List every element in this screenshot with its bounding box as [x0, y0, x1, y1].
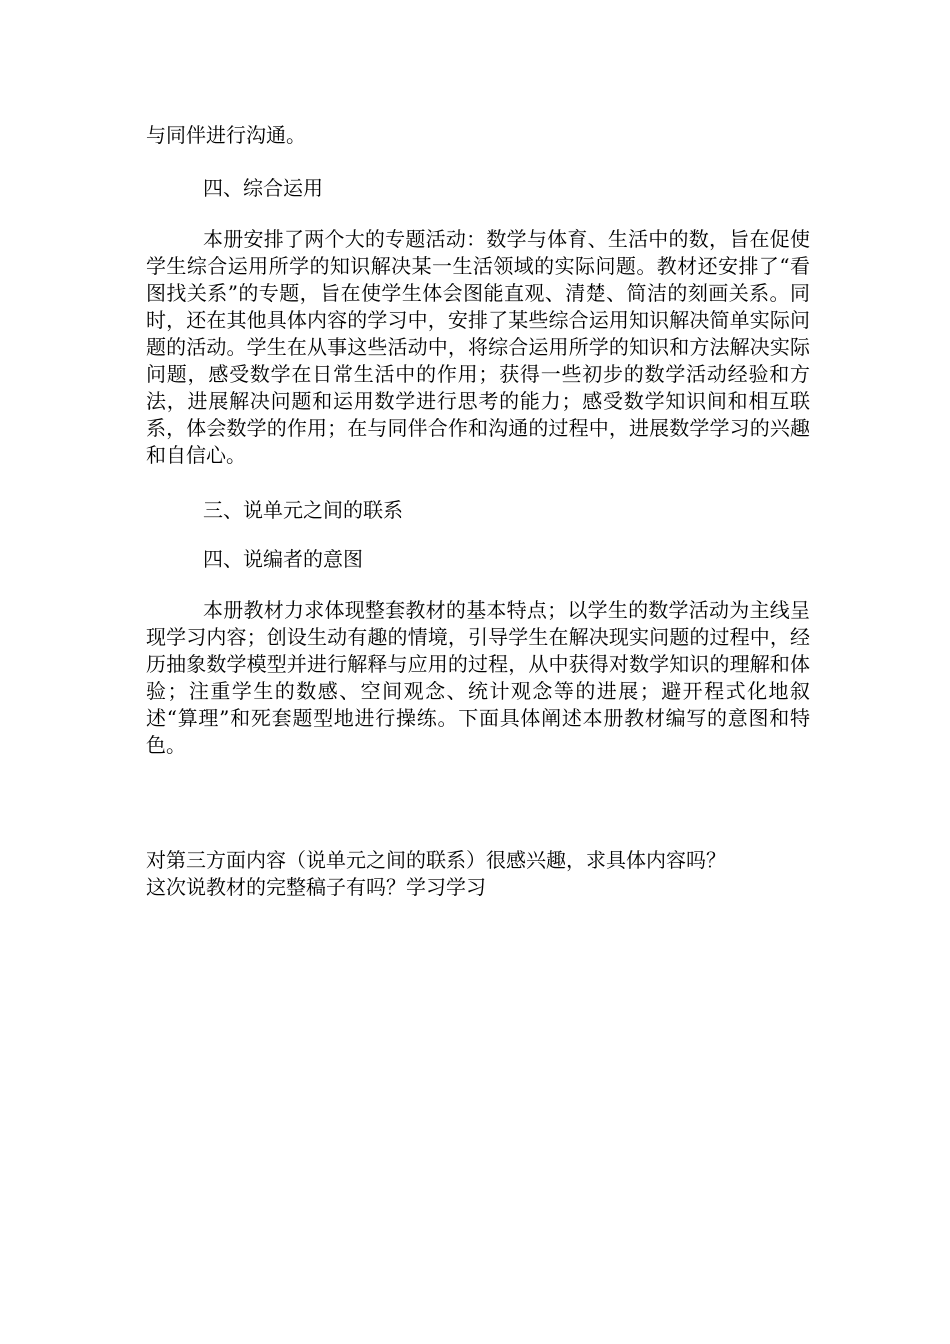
continuation-paragraph: 与同伴进行沟通。	[146, 123, 306, 147]
reader-comment	[146, 847, 810, 901]
section-heading-comprehensive-use: 四、综合运用	[203, 176, 323, 200]
editor-intent-paragraph: 本册教材力求体现整套教材的基本特点；以学生的数学活动为主线呈现学习内容；创设生动有趣的情境，引导学生在解决现实问题的过程中，经历抽象数学模型并进行解释与应用的过程，从中获得对数学知识的理解和体验；注重学生的数感、空间观念、统计观念等的进展；避开程式化地叙述“算理”和死套题型地进行操练。下面具体阐述本册教材编写的意图和特色。	[146, 598, 810, 757]
section-heading-unit-links: 三、说单元之间的联系	[203, 498, 403, 522]
comment-line-2: 这次说教材的完整稿子有吗？学习学习	[146, 875, 486, 899]
comprehensive-use-paragraph: 本册安排了两个大的专题活动：数学与体育、生活中的数，旨在促使学生综合运用所学的知识解决某一生活领域的实际问题。教材还安排了“看图找关系”的专题，旨在使学生体会图能直观、清楚、简洁的刻画关系。同时，还在其他具体内容的学习中，安排了某些综合运用知识解决简单实际问题的活动。学生在从事这些活动中，将综合运用所学的知识和方法解决实际问题，感受数学在日常生活中的作用；获得一些初步的数学活动经验和方法，进展解决问题和运用数学进行思考的能力；感受数学知识间和相互联系，体会数学的作用；在与同伴合作和沟通的过程中，进展数学学习的兴趣和自信心。	[146, 227, 810, 467]
comment-line-1: 对第三方面内容（说单元之间的联系）很感兴趣，求具体内容吗？	[146, 848, 726, 872]
section-heading-editor-intent: 四、说编者的意图	[203, 547, 363, 571]
